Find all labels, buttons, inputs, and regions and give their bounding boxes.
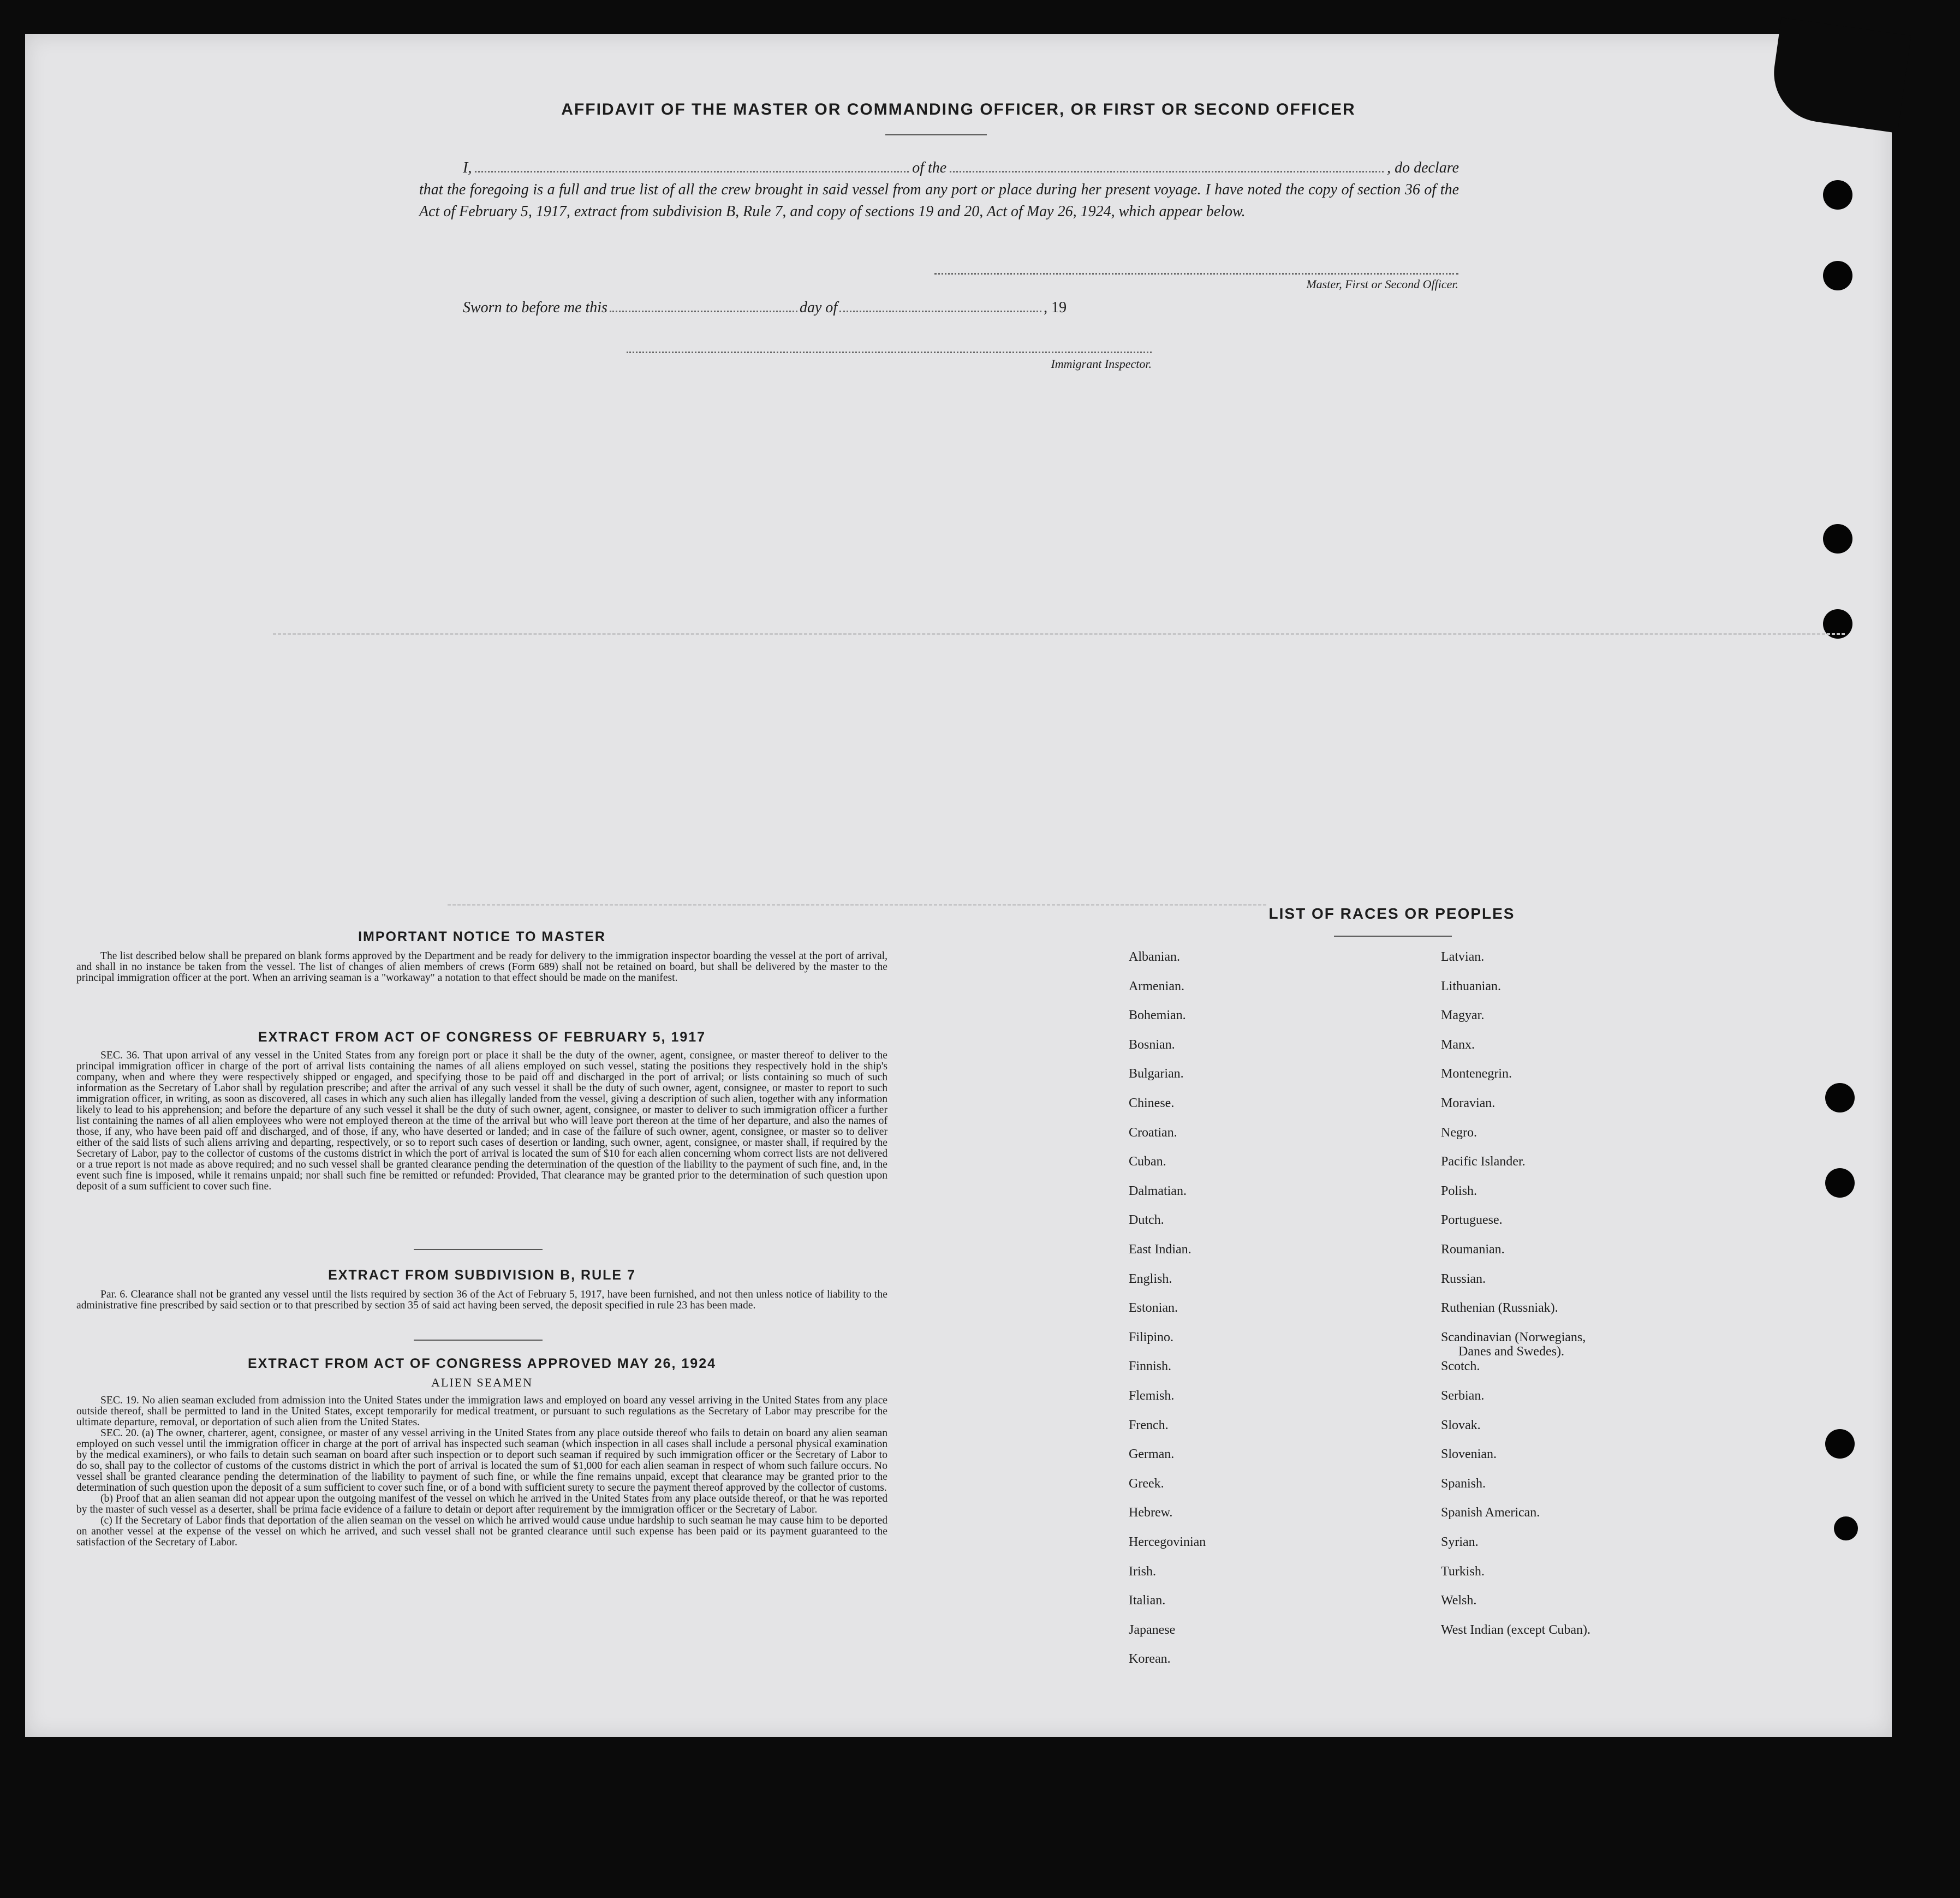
race-item: English. <box>1129 1271 1172 1286</box>
race-item: Welsh. <box>1441 1593 1477 1608</box>
extract-1917-body <box>76 1050 887 1192</box>
section-19-paragraph: SEC. 19. No alien seaman excluded from admission into the United States under the immigration laws and employed on board any vessel arriving in the United States from any place outside thereof, shall be permitted to land in the United States, except temporarily for medical treatment, or pursuant to such regulations as the Secretary of Labor may prescribe for the ultimate departure, removal, or deportation of such alien from the United States. <box>76 1395 887 1428</box>
race-item: Scotch. <box>1441 1359 1480 1374</box>
rule7-title: EXTRACT FROM SUBDIVISION B, RULE 7 <box>328 1268 636 1283</box>
affidavit-title: AFFIDAVIT OF THE MASTER OR COMMANDING OFFICER, OR FIRST OR SECOND OFFICER <box>561 100 1356 118</box>
race-item: Latvian. <box>1441 950 1485 964</box>
races-title: LIST OF RACES OR PEOPLES <box>1268 905 1515 922</box>
section-20b-paragraph: (b) Proof that an alien seaman did not appear upon the outgoing manifest of the vessel on which he arrived in the United States from any place outside thereof, or that he was reported by the master of such vessel as a deserter, shall be prima facie evidence of a failure to detain or deport after requirement by the immigration officer or the Secretary of Labor. <box>76 1493 887 1515</box>
race-item: Albanian. <box>1129 950 1180 964</box>
month-blank <box>839 311 1041 312</box>
race-item: Bosnian. <box>1129 1037 1175 1052</box>
race-item: Armenian. <box>1129 979 1184 993</box>
notice-body <box>76 951 887 984</box>
inspector-caption: Immigrant Inspector. <box>1051 357 1152 371</box>
sworn-label: Sworn to before me this <box>463 299 607 316</box>
race-item: Danes and Swedes). <box>1458 1344 1564 1359</box>
day-blank <box>610 311 797 312</box>
race-item: Ruthenian (Russniak). <box>1441 1301 1558 1316</box>
race-item: Moravian. <box>1441 1096 1496 1110</box>
race-item: Hercegovinian <box>1129 1535 1206 1549</box>
alien-seamen-subtitle: ALIEN SEAMEN <box>431 1376 533 1389</box>
race-item: Russian. <box>1441 1271 1486 1286</box>
race-item: Spanish American. <box>1441 1506 1540 1520</box>
race-item: Dutch. <box>1129 1213 1164 1228</box>
race-item: East Indian. <box>1129 1242 1192 1257</box>
race-item: Chinese. <box>1129 1096 1175 1110</box>
rule7-body <box>76 1289 887 1311</box>
race-item: Dalmatian. <box>1129 1183 1187 1198</box>
section-36-paragraph: SEC. 36. That upon arrival of any vessel in the United States from any foreign port or place it shall be the duty of the owner, agent, consignee, or master thereof to deliver to the principal immigration officer in charge of the port of arrival lists containing the names of all aliens employed on such vessel, stating the positions they respectively hold in the ship's company, when and where they were respectively shipped or engaged, and specifying those to be paid off and discharged in the port of arrival; or lists containing so much of such information as the Secretary of Labor shall by regulation prescribe; and after the arrival of any such vessel it shall be the duty of such owner, agent, consignee, or master to report to such immigration officer, in writing, as soon as discovered, all cases in which any such alien has illegally landed from the vessel, giving a description of such alien, together with any information likely to lead to his apprehension; and before the departure of any such vessel it shall be the duty of such owner, agent, consignee, or master to deliver to such immigration officer a further list containing the names of all alien employees who were not employed thereon at the time of the arrival but who will leave port thereon at the time of her departure, and also the names of those, if any, who have been paid off and discharged, and of those, if any, who have deserted or landed; and in case of the failure of such owner, agent, consignee, or master so to deliver either of the said lists of such aliens arriving and departing, respectively, or so to report such cases of desertion or landing, such owner, agent, consignee, or master shall, if required by the Secretary of Labor, pay to the collector of customs of the customs district in which the port of arrival is located the sum of $10 for each alien concerning whom correct lists are not delivered or a true report is not made as above required; and no such vessel shall be granted clearance pending the determination of the question of the liability to the payment of such fine, and, in the event such fine is imposed, while it remains unpaid; nor shall such fine be remitted or refunded: Provided, That clearance may be granted prior to the determination of such question upon deposit of a sum sufficient to cover such fine. <box>76 1050 887 1192</box>
race-item: Montenegrin. <box>1441 1067 1512 1081</box>
punch-hole-icon <box>1825 1083 1855 1112</box>
name-blank <box>475 159 909 172</box>
i-label: I, <box>463 159 472 176</box>
inspector-line <box>627 352 1152 353</box>
race-item: Croatian. <box>1129 1125 1177 1140</box>
signature-line <box>934 273 1458 275</box>
race-item: Portuguese. <box>1441 1213 1503 1228</box>
year-label: , 19 <box>1044 299 1067 316</box>
race-item: Italian. <box>1129 1593 1166 1608</box>
section-rule <box>414 1340 543 1341</box>
punch-hole-icon <box>1834 1516 1858 1540</box>
race-item: Slovenian. <box>1441 1447 1497 1462</box>
race-item: Irish. <box>1129 1564 1156 1579</box>
race-item: Korean. <box>1129 1652 1171 1667</box>
sworn-line <box>463 299 1067 317</box>
paragraph-6: Par. 6. Clearance shall not be granted any vessel until the lists required by section 36 of the Act of February 5, 1917, have been furnished, and not then unless notice of liability to the administrative fine prescribed by said section or to that prescribed by section 35 of said act having been served, the deposit specified in rule 23 has been made. <box>76 1289 887 1311</box>
race-item: Hebrew. <box>1129 1506 1173 1520</box>
affidavit-body: that the foregoing is a full and true list of all the crew brought in said vessel from any port or place during her present voyage. I have noted the copy of section 36 of the Act of February 5, 1917, extract from subdivision B, Rule 7, and copy of sections 19 and 20, Act of May 26, 1924, which appear below. <box>419 181 1459 220</box>
race-item: Lithuanian. <box>1441 979 1501 993</box>
section-rule <box>414 1249 543 1250</box>
race-item: Spanish. <box>1441 1476 1486 1491</box>
show-through-mark <box>273 633 1845 635</box>
race-item: Greek. <box>1129 1476 1164 1491</box>
race-item: Syrian. <box>1441 1535 1479 1549</box>
notice-title: IMPORTANT NOTICE TO MASTER <box>358 929 606 944</box>
race-item: Cuban. <box>1129 1155 1166 1169</box>
race-item: Scandinavian (Norwegians, <box>1441 1330 1586 1344</box>
race-item: Finnish. <box>1129 1359 1172 1374</box>
punch-hole-icon <box>1823 261 1852 290</box>
extract-1924-title: EXTRACT FROM ACT OF CONGRESS APPROVED MAY 26, 1924 <box>247 1356 717 1371</box>
race-item: Magyar. <box>1441 1008 1485 1023</box>
race-item: Roumanian. <box>1441 1242 1505 1257</box>
race-item: Polish. <box>1441 1183 1478 1198</box>
race-item: Serbian. <box>1441 1389 1485 1403</box>
race-item: Pacific Islander. <box>1441 1155 1526 1169</box>
race-item: Flemish. <box>1129 1389 1175 1403</box>
race-item: Slovak. <box>1441 1418 1481 1432</box>
punch-hole-icon <box>1823 180 1852 210</box>
race-item: Bulgarian. <box>1129 1067 1184 1081</box>
section-20a-paragraph: SEC. 20. (a) The owner, charterer, agent, consignee, or master of any vessel arriving in the United States from any place outside thereof who fails to detain on board any alien seaman employed on such vessel until the immigration officer in charge at the port of arrival has inspected such seaman (which inspection in all cases shall include a personal physical examination by the medical examiners), or who fails to detain such seaman on board after such inspection or to deport such seaman if required by such immigration officer or the Secretary of Labor to do so, shall pay to the collector of customs of the customs district in which the port of arrival is located the sum of $1,000 for each alien seaman in respect of whom such failure occurs. No vessel shall be granted clearance pending the determination of the liability to payment of such fine, or while the fine remains unpaid, except that clearance may be granted prior to the determination of such question upon the deposit of a sum sufficient to cover such fine, or of a bond with sufficient surety to secure the payment thereof approved by the collector of customs. <box>76 1427 887 1494</box>
punch-hole-icon <box>1823 524 1852 554</box>
punch-hole-icon <box>1825 1168 1855 1198</box>
races-title-rule <box>1334 936 1452 937</box>
race-item: German. <box>1129 1447 1175 1462</box>
race-item: Turkish. <box>1441 1564 1485 1579</box>
race-item: Estonian. <box>1129 1301 1178 1316</box>
race-item: West Indian (except Cuban). <box>1441 1622 1590 1637</box>
affidavit-declaration <box>419 157 1459 223</box>
race-item: Japanese <box>1129 1622 1176 1637</box>
race-item: French. <box>1129 1418 1169 1432</box>
of-label: of the <box>912 159 947 176</box>
punch-hole-icon <box>1825 1429 1855 1459</box>
notice-paragraph: The list described below shall be prepared on blank forms approved by the Department and be ready for delivery to the immigration inspector boarding the vessel at the port of arrival, and shall in no instance be taken from the vessel. The list of changes of alien members of crews (Form 689) shall not be retained on board, but shall be delivered by the master to the principal immigration officer at the port. When an arriving seaman is a "workaway" a notation to that effect should be made on the manifest. <box>76 950 887 984</box>
title-rule <box>885 134 987 135</box>
vessel-blank <box>950 159 1384 172</box>
declare-label: , do declare <box>1387 159 1459 176</box>
section-20c-paragraph: (c) If the Secretary of Labor finds that deportation of the alien seaman on the vessel on which he arrived would cause undue hardship to such seaman he may cause him to be deported on another vessel at the expense of the vessel on which he arrived, and such vessel shall not be granted clearance until such expense has been paid or its payment guaranteed to the satisfaction of the Secretary of Labor. <box>76 1515 887 1548</box>
day-of-label: day of <box>799 299 838 316</box>
extract-1917-title: EXTRACT FROM ACT OF CONGRESS OF FEBRUARY 5, 1917 <box>258 1030 706 1045</box>
race-item: Bohemian. <box>1129 1008 1186 1023</box>
race-item: Filipino. <box>1129 1330 1174 1344</box>
race-item: Manx. <box>1441 1037 1475 1052</box>
signature-caption: Master, First or Second Officer. <box>1306 277 1458 291</box>
extract-1924-body <box>76 1395 887 1548</box>
show-through-mark <box>448 904 1266 906</box>
race-item: Negro. <box>1441 1125 1477 1140</box>
